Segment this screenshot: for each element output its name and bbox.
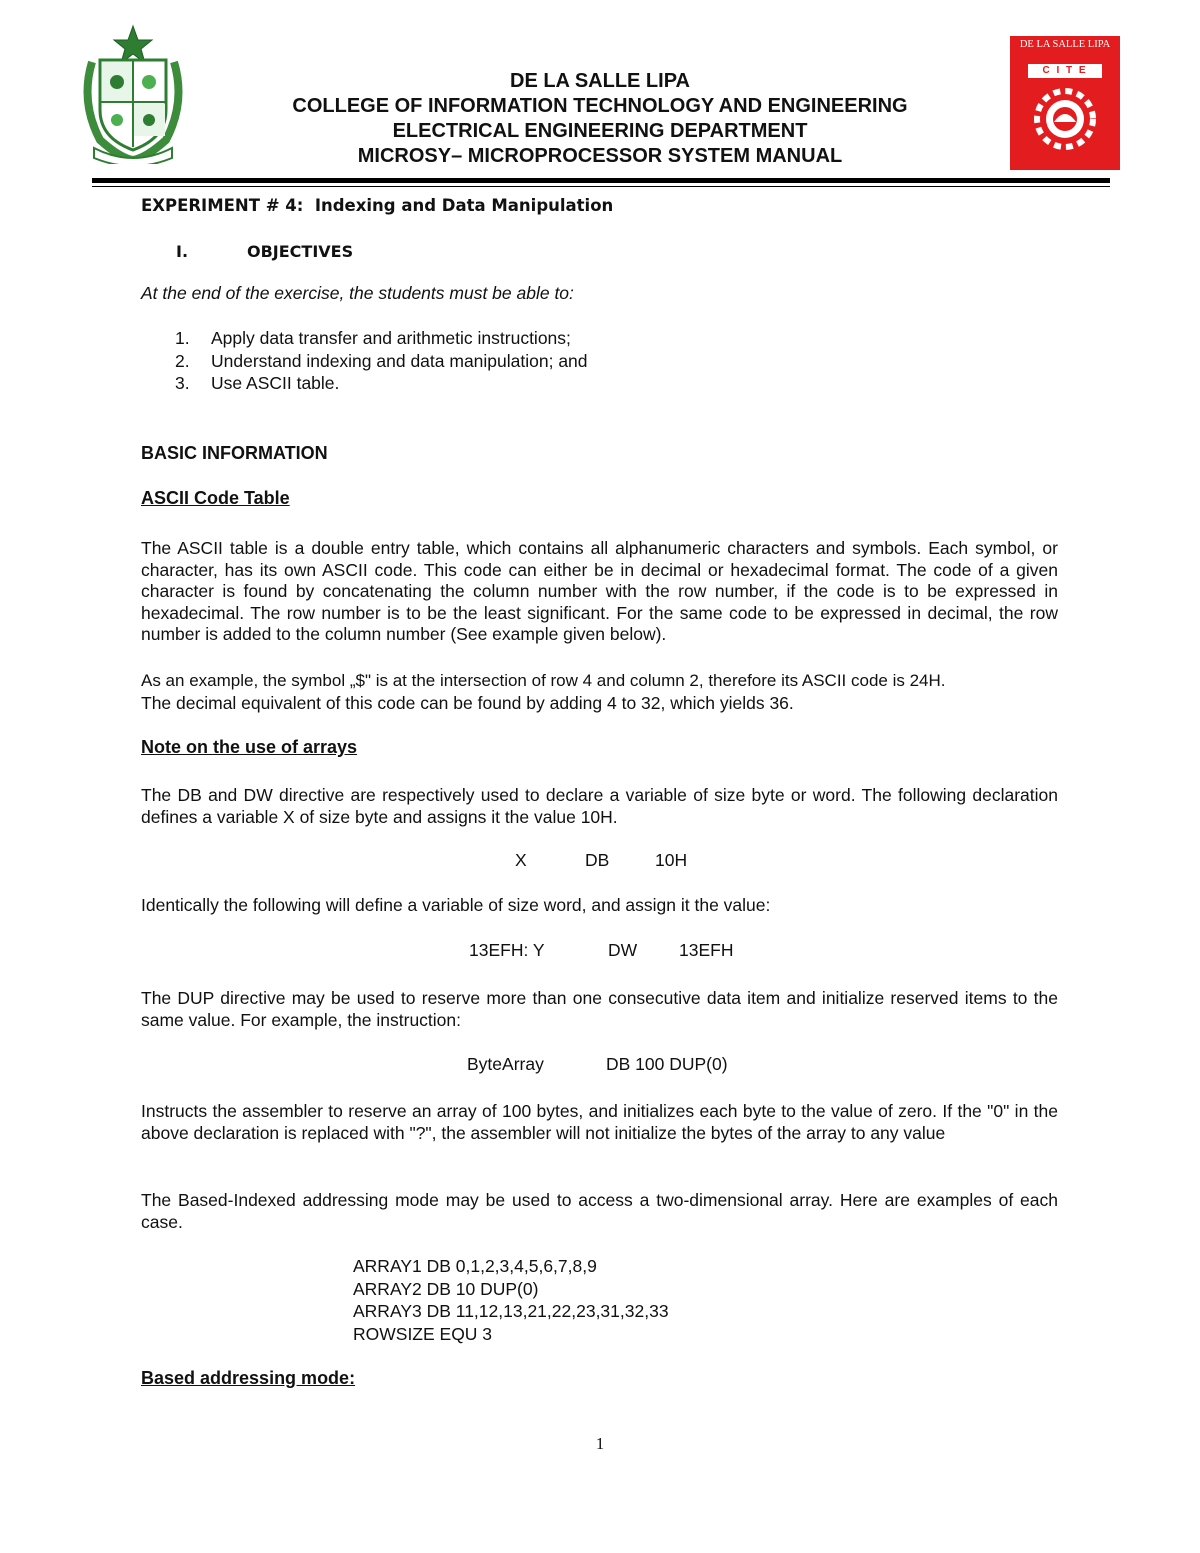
- header-line-department: ELECTRICAL ENGINEERING DEPARTMENT: [392, 120, 808, 142]
- header-line-school: DE LA SALLE LIPA: [510, 70, 690, 92]
- code-bytearray-name: ByteArray: [467, 1054, 544, 1074]
- header-line-college: COLLEGE OF INFORMATION TECHNOLOGY AND ENGINEERING: [292, 95, 908, 117]
- instructs-paragraph: Instructs the assembler to reserve an array of 100 bytes, and initializes each byte to the value of zero. If the "0" in the above declaration is replaced with "?", the assembler will not initialize the bytes of the array to any value: [141, 1101, 1058, 1143]
- code-y-value: 13EFH: [679, 940, 734, 960]
- example-line-2: The decimal equivalent of this code can be found by adding 4 to 32, which yields 36.: [141, 693, 794, 713]
- ascii-table-heading: ASCII Code Table: [141, 488, 290, 508]
- objectives-intro: At the end of the exercise, the students must be able to:: [141, 283, 574, 303]
- identically-paragraph: Identically the following will define a variable of size word, and assign it the value:: [141, 895, 771, 915]
- arrays-paragraph: The DB and DW directive are respectively used to declare a variable of size byte or word. The following declaration defines a variable X of size byte and assigns it the value 10H.: [141, 785, 1058, 827]
- header-divider-thick: [92, 178, 1110, 183]
- array-line: ARRAY2 DB 10 DUP(0): [353, 1278, 539, 1299]
- array-line: ARRAY3 DB 11,12,13,21,22,23,31,32,33: [353, 1301, 669, 1321]
- school-crest-icon: [80, 22, 186, 164]
- page-number: 1: [595, 1434, 605, 1453]
- cite-logo-letters: C I T E: [1028, 64, 1102, 78]
- array-line: ARRAY1 DB 0,1,2,3,4,5,6,7,8,9: [353, 1256, 597, 1276]
- array-declarations: [353, 1255, 669, 1345]
- based-indexed-paragraph: The Based-Indexed addressing mode may be used to access a two-dimensional array. Here are examples of each case.: [141, 1190, 1058, 1232]
- code-x-value: 10H: [655, 850, 688, 870]
- code-y-directive: DW: [608, 940, 638, 960]
- array-line: ROWSIZE EQU 3: [353, 1323, 493, 1344]
- objectives-numeral: I.: [176, 242, 189, 261]
- header-line-manual: MICROSY– MICROPROCESSOR SYSTEM MANUAL: [357, 145, 843, 167]
- code-bytearray-decl: DB 100 DUP(0): [606, 1054, 728, 1074]
- list-item: 2. Understand indexing and data manipulation; and: [175, 350, 588, 371]
- list-item: 1. Apply data transfer and arithmetic instructions;: [175, 328, 571, 348]
- code-x-directive: DB: [585, 850, 610, 870]
- ascii-paragraph: The ASCII table is a double entry table, which contains all alphanumeric characters and symbols. Each symbol, or character, has its own ASCII code. This code can either be in decimal or hexadecimal format. The code of a given character is found by concatenating the column number with the row number, if the code is to be expressed in hexadecimal. The row number is to be the least significant. For the same code to be expressed in decimal, the row number is added to the column number (See example given below).: [141, 538, 1058, 645]
- objectives-list: [175, 327, 588, 395]
- list-item: 3. Use ASCII table.: [175, 373, 340, 393]
- example-line-1: As an example, the symbol „$" is at the intersection of row 4 and column 2, therefore its ASCII code is 24H.: [141, 671, 946, 690]
- cite-logo: [1010, 36, 1120, 170]
- arrays-heading: Note on the use of arrays: [141, 737, 358, 757]
- gear-icon: [1032, 86, 1098, 152]
- basic-information-heading: BASIC INFORMATION: [141, 443, 328, 463]
- header-divider-thin: [92, 186, 1110, 187]
- experiment-title: EXPERIMENT # 4: Indexing and Data Manipulation: [141, 196, 614, 215]
- code-y-name: 13EFH: Y: [469, 940, 545, 960]
- code-x-name: X: [515, 850, 527, 870]
- dup-paragraph: The DUP directive may be used to reserve more than one consecutive data item and initialize reserved items to the same value. For example, the instruction:: [141, 988, 1058, 1030]
- objectives-heading: OBJECTIVES: [247, 242, 354, 261]
- based-addressing-heading: Based addressing mode:: [141, 1368, 356, 1388]
- cite-logo-top-text: DE LA SALLE LIPA: [1019, 39, 1111, 50]
